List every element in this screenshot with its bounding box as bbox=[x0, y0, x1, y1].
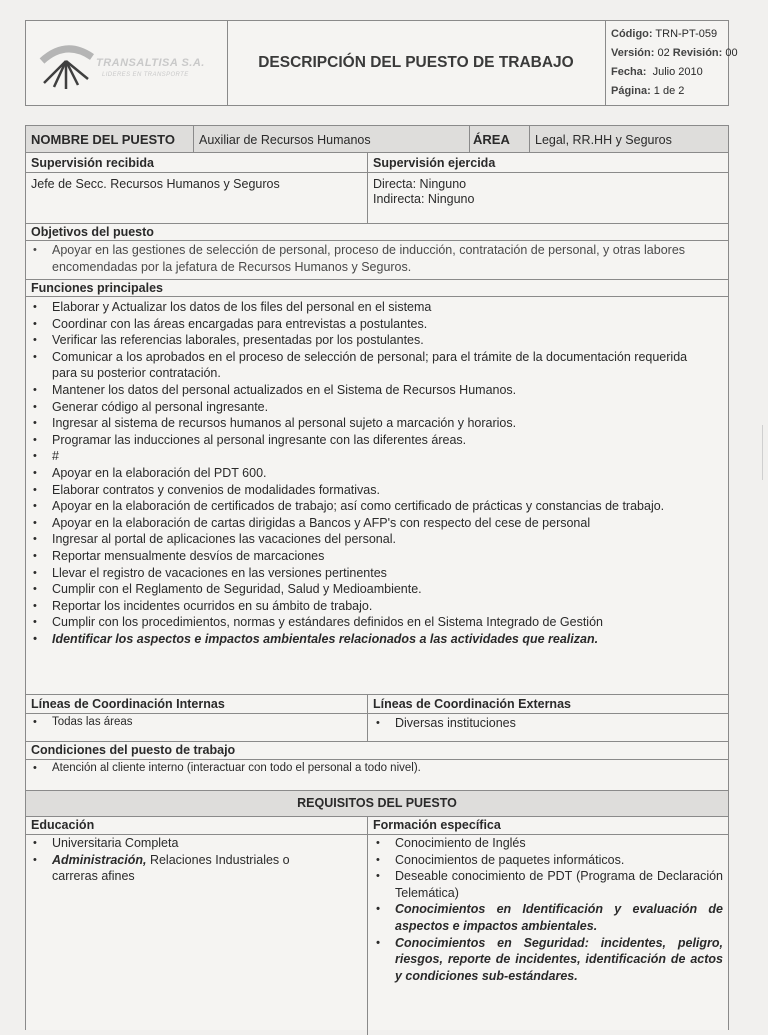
list-item: • Apoyar en la elaboración de certificados de trabajo; así como certificado de prácticas y constancias de trabajo. bbox=[28, 498, 708, 515]
list-item: • Generar código al personal ingresante. bbox=[28, 399, 708, 416]
formacion-label: Formación específica bbox=[373, 818, 501, 832]
document-header bbox=[25, 20, 738, 106]
list-item: • Cumplir con el Reglamento de Seguridad, Salud y Medioambiente. bbox=[28, 581, 708, 598]
company-logo bbox=[26, 21, 228, 105]
list-item: • Ingresar al portal de aplicaciones las vacaciones del personal. bbox=[28, 531, 708, 548]
document-title: DESCRIPCIÓN DEL PUESTO DE TRABAJO bbox=[227, 21, 606, 105]
nombre-puesto-value: Auxiliar de Recursos Humanos bbox=[199, 133, 371, 147]
puesto-row bbox=[26, 126, 728, 153]
list-item: • Verificar las referencias laborales, presentadas por los postulantes. bbox=[28, 332, 708, 349]
list-item: • Comunicar a los aprobados en el proceso de selección de personal; para el trámite de la documentación requerida para su posterior contratación. bbox=[28, 349, 708, 382]
supervision-indirecta-value: Indirecta: Ninguno bbox=[373, 192, 475, 206]
educacion-list bbox=[28, 835, 328, 885]
list-item: • Conocimiento de Inglés bbox=[371, 835, 723, 852]
formacion-list bbox=[371, 835, 723, 984]
coordinacion-internas-list bbox=[28, 715, 358, 730]
nombre-puesto-label: NOMBRE DEL PUESTO bbox=[31, 132, 175, 147]
list-item: • Reportar los incidentes ocurridos en su ámbito de trabajo. bbox=[28, 598, 708, 615]
list-item: • Conocimientos de paquetes informáticos. bbox=[371, 852, 723, 869]
area-label: ÁREA bbox=[473, 132, 510, 147]
list-item: • Apoyar en la elaboración del PDT 600. bbox=[28, 465, 708, 482]
company-name: TRANSALTISA S.A. bbox=[96, 57, 205, 69]
list-item: • Cumplir con los procedimientos, normas y estándares definidos en el Sistema Integrado de Gestión bbox=[28, 614, 708, 631]
educacion-rest-text: Relaciones Industriales o carreras afines bbox=[52, 852, 290, 884]
coordinacion-externas-list bbox=[371, 715, 711, 732]
requisitos-body bbox=[26, 835, 728, 1035]
requisitos-labels-row bbox=[26, 817, 728, 835]
list-item: • Apoyar en las gestiones de selección de personal, proceso de inducción, contratación de personal, y otras labores encomendadas por la jefatura de Recursos Humanos y Seguros. bbox=[28, 242, 708, 275]
requisitos-title: REQUISITOS DEL PUESTO bbox=[297, 796, 457, 810]
list-item: • Apoyar en la elaboración de cartas dirigidas a Bancos y AFP's con respecto del cese de personal bbox=[28, 515, 708, 532]
list-item: • Universitaria Completa bbox=[28, 835, 328, 852]
objetivos-header-row bbox=[26, 224, 728, 241]
list-item: • Mantener los datos del personal actualizados en el Sistema de Recursos Humanos. bbox=[28, 382, 708, 399]
version-label: Versión: bbox=[611, 47, 655, 59]
list-item: • Todas las áreas bbox=[28, 715, 358, 730]
area-value: Legal, RR.HH y Seguros bbox=[535, 133, 672, 147]
list-item: • Elaborar y Actualizar los datos de los files del personal en el sistema bbox=[28, 299, 708, 316]
revision-label: Revisión: bbox=[672, 47, 723, 59]
condiciones-header-row bbox=[26, 742, 728, 760]
list-item: • Llevar el registro de vacaciones en las versiones pertinentes bbox=[28, 565, 708, 582]
condiciones-body-row bbox=[26, 760, 728, 791]
list-item-emphasis: • Conocimientos en Identificación y evaluación de aspectos e impactos ambientales. bbox=[371, 901, 723, 934]
supervision-recibida-value: Jefe de Secc. Recursos Humanos y Seguros bbox=[31, 177, 280, 191]
funciones-label: Funciones principales bbox=[31, 281, 163, 295]
list-item: • Diversas instituciones bbox=[371, 715, 711, 732]
objetivos-label: Objetivos del puesto bbox=[31, 225, 154, 239]
coordinacion-body-row bbox=[26, 714, 728, 742]
list-item: • # bbox=[28, 448, 708, 465]
requisitos-header-row bbox=[26, 791, 728, 817]
supervision-directa-value: Directa: Ninguno bbox=[373, 177, 467, 191]
document-meta bbox=[586, 21, 738, 109]
fecha-value: Julio 2010 bbox=[652, 66, 703, 78]
funciones-list bbox=[28, 299, 708, 647]
condiciones-label: Condiciones del puesto de trabajo bbox=[31, 743, 236, 757]
supervision-values-row bbox=[26, 173, 728, 224]
pagina-label: Página: bbox=[611, 85, 651, 97]
list-item bbox=[28, 852, 328, 885]
supervision-recibida-label: Supervisión recibida bbox=[31, 156, 154, 170]
coordinacion-header-row bbox=[26, 695, 728, 714]
list-item: • Ingresar al sistema de recursos humanos al personal sujeto a marcación y horarios. bbox=[28, 415, 708, 432]
objetivos-list bbox=[28, 242, 708, 275]
coordinacion-internas-label: Líneas de Coordinación Internas bbox=[31, 697, 225, 711]
list-item: • Atención al cliente interno (interactuar con todo el personal a todo nivel). bbox=[28, 761, 708, 776]
codigo-value: TRN-PT-059 bbox=[655, 28, 718, 40]
funciones-body-row bbox=[26, 297, 728, 695]
coordinacion-externas-label: Líneas de Coordinación Externas bbox=[373, 697, 571, 711]
version-value: 02 bbox=[657, 47, 670, 59]
list-item-emphasis: • Identificar los aspectos e impactos ambientales relacionados a las actividades que realizan. bbox=[28, 631, 708, 648]
pagina-value: 1 de 2 bbox=[653, 85, 685, 97]
educacion-bold-text: Administración, bbox=[52, 852, 147, 867]
funciones-header-row bbox=[26, 280, 728, 297]
condiciones-list bbox=[28, 761, 708, 776]
job-description-table bbox=[25, 125, 729, 1030]
company-tagline: LIDERES EN TRANSPORTE bbox=[102, 72, 189, 78]
educacion-label: Educación bbox=[31, 818, 95, 832]
fecha-label: Fecha: bbox=[611, 66, 647, 78]
list-item: • Deseable conocimiento de PDT (Programa de Declaración Telemática) bbox=[371, 868, 723, 901]
supervision-header-row bbox=[26, 153, 728, 173]
list-item-emphasis: • Conocimientos en Seguridad: incidentes, peligro, riesgos, reporte de incidentes, identificación de actos y condiciones sub-estándares. bbox=[371, 935, 723, 985]
list-item: • Coordinar con las áreas encargadas para entrevistas a postulantes. bbox=[28, 316, 708, 333]
list-item: • Programar las inducciones al personal ingresante con las diferentes áreas. bbox=[28, 432, 708, 449]
logo-emblem-icon bbox=[36, 35, 96, 95]
codigo-label: Código: bbox=[611, 28, 653, 40]
objetivos-body-row bbox=[26, 241, 728, 280]
list-item: • Reportar mensualmente desvíos de marcaciones bbox=[28, 548, 708, 565]
revision-value: 00 bbox=[725, 47, 738, 59]
scan-artifact bbox=[762, 425, 765, 480]
list-item: • Elaborar contratos y convenios de modalidades formativas. bbox=[28, 482, 708, 499]
supervision-ejercida-label: Supervisión ejercida bbox=[373, 156, 496, 170]
